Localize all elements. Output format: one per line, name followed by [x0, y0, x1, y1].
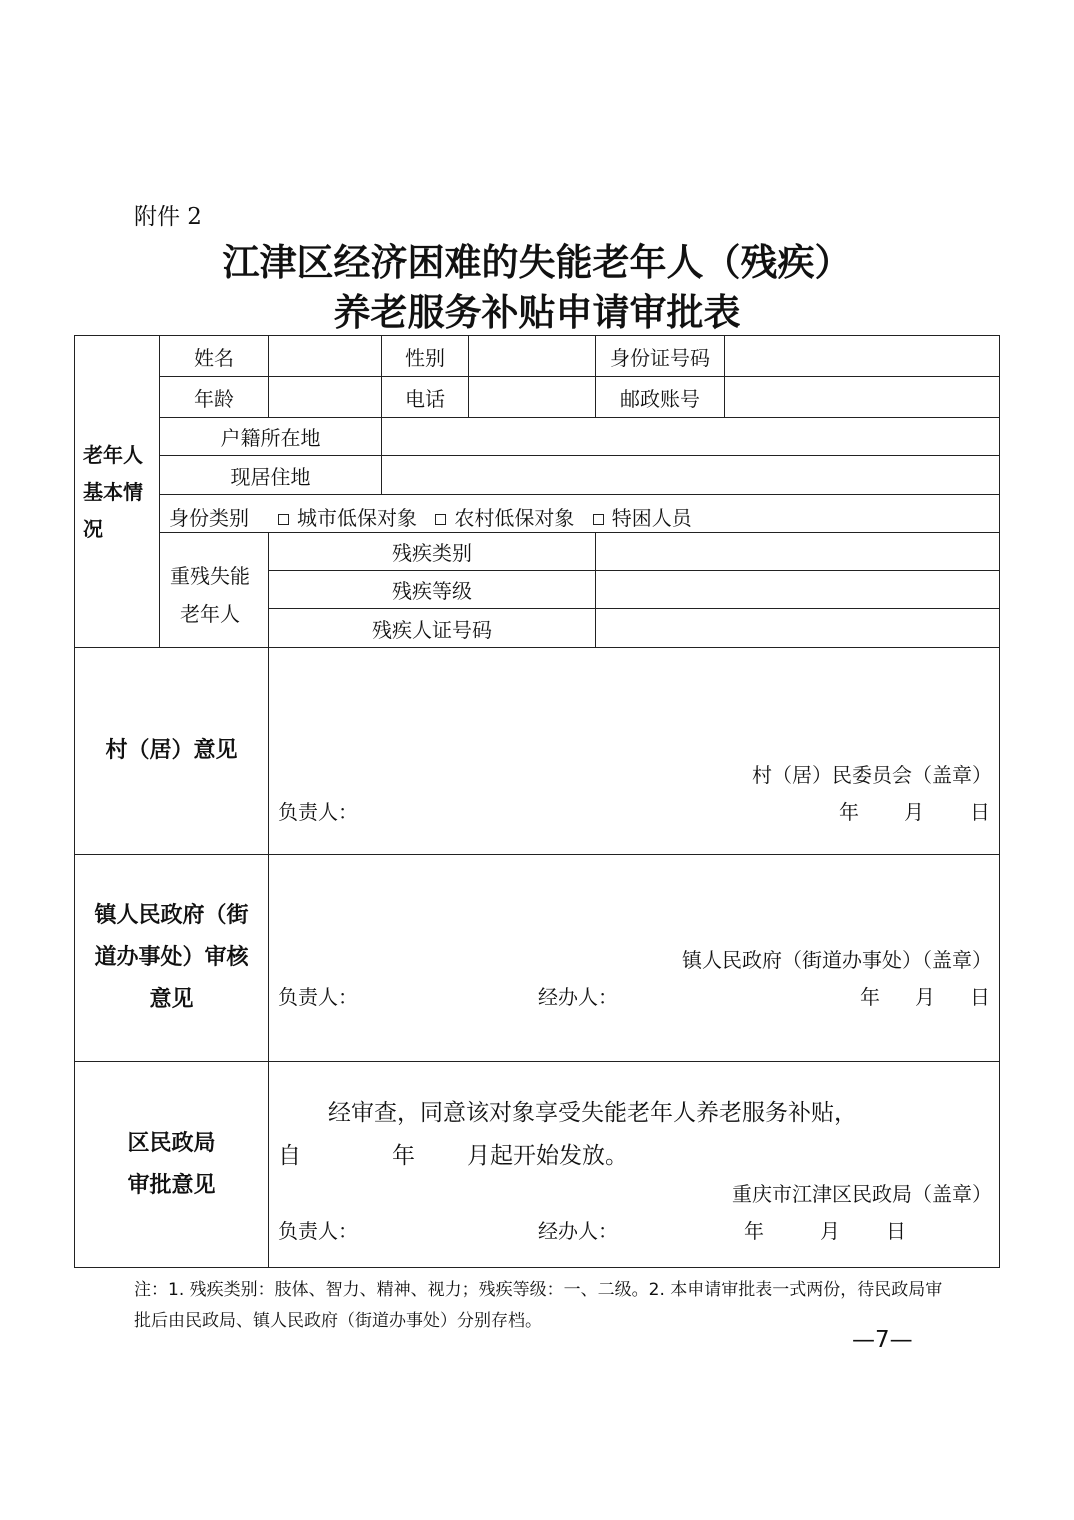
gender-field[interactable] — [469, 336, 595, 376]
district-responsible-label: 负责人： — [278, 1219, 358, 1243]
form-title-line-1: 江津区经济困难的失能老年人（残疾） — [222, 240, 852, 284]
section-label-town-line-3: 意见 — [149, 987, 194, 1012]
section-label-district — [75, 1123, 268, 1207]
disability-cert-field[interactable] — [596, 609, 999, 647]
district-approval-text: 经审查，同意该对象享受失能老年人养老服务补贴， — [328, 1100, 857, 1126]
severe-disabled-label-line-2: 老年人 — [180, 602, 240, 626]
town-stamp: 镇人民政府（街道办事处）（盖章） — [682, 948, 992, 972]
rural-low-income-checkbox[interactable] — [435, 514, 446, 525]
town-handler-label: 经办人： — [538, 985, 618, 1009]
village-opinion-area[interactable] — [269, 648, 999, 748]
district-date-month: 月 — [820, 1219, 840, 1243]
row-line — [159, 494, 1000, 495]
section-line — [74, 1061, 1000, 1062]
town-date-month: 月 — [915, 985, 935, 1009]
town-opinion-area[interactable] — [269, 855, 999, 935]
section-label-town — [75, 895, 268, 1021]
current-residence-label: 现居住地 — [230, 464, 311, 489]
age-label: 年龄 — [194, 386, 234, 411]
identity-options — [266, 502, 692, 531]
application-form-table — [74, 335, 1000, 1268]
urban-low-income-label: 城市低保对象 — [297, 506, 417, 530]
district-year: 年 — [392, 1143, 415, 1169]
attachment-label: 附件 2 — [134, 204, 202, 230]
disability-type-label: 残疾类别 — [392, 541, 472, 565]
town-responsible-label: 负责人： — [278, 985, 358, 1009]
village-stamp: 村（居）民委员会（盖章） — [752, 763, 992, 787]
section-label-basic-info: 老年人基本情况 — [83, 443, 143, 541]
disability-level-field[interactable] — [596, 571, 999, 608]
postal-account-label: 邮政账号 — [620, 386, 700, 411]
district-date-day: 日 — [886, 1219, 906, 1243]
district-month-start: 月起开始发放。 — [467, 1143, 628, 1169]
district-date-year: 年 — [744, 1219, 764, 1243]
village-date-day: 日 — [970, 800, 990, 824]
name-label: 姓名 — [194, 345, 234, 370]
village-responsible-label: 负责人： — [278, 800, 358, 824]
page-number: —7— — [852, 1327, 913, 1353]
section-label-district-line-2: 审批意见 — [127, 1173, 216, 1198]
town-date-year: 年 — [860, 985, 880, 1009]
village-date-month: 月 — [904, 800, 924, 824]
current-residence-field[interactable] — [382, 456, 999, 494]
special-hardship-label: 特困人员 — [611, 506, 692, 530]
disability-type-field[interactable] — [596, 533, 999, 570]
phone-label: 电话 — [405, 386, 445, 411]
village-date-year: 年 — [839, 800, 859, 824]
rural-low-income-label: 农村低保对象 — [454, 506, 575, 530]
household-registration-label: 户籍所在地 — [220, 426, 321, 450]
identity-type-label: 身份类别 — [169, 506, 249, 530]
table-border-bottom — [74, 1267, 1000, 1268]
section-label-town-line-1: 镇人民政府（街 — [94, 903, 249, 928]
form-title-line-2: 养老服务补贴申请审批表 — [333, 290, 741, 334]
district-handler-label: 经办人： — [538, 1219, 618, 1243]
section-label-district-line-1: 区民政局 — [127, 1131, 216, 1156]
disability-cert-label: 残疾人证号码 — [372, 617, 492, 642]
footnote-line-2: 批后由民政局、镇人民政府（街道办事处）分别存档。 — [134, 1311, 542, 1331]
age-field[interactable] — [269, 377, 381, 417]
special-hardship-checkbox[interactable] — [593, 514, 604, 525]
name-field[interactable] — [269, 336, 381, 376]
gender-label: 性别 — [405, 345, 445, 370]
section-label-village: 村（居）意见 — [105, 738, 238, 763]
id-number-label: 身份证号码 — [610, 345, 710, 370]
postal-account-field[interactable] — [725, 377, 999, 417]
disability-level-label: 残疾等级 — [392, 579, 472, 603]
district-from: 自 — [278, 1143, 301, 1169]
town-date-day: 日 — [970, 985, 990, 1009]
urban-low-income-checkbox[interactable] — [278, 514, 289, 525]
phone-field[interactable] — [469, 377, 595, 417]
section-label-town-line-2: 道办事处）审核 — [94, 945, 249, 970]
household-registration-field[interactable] — [382, 418, 999, 455]
district-stamp: 重庆市江津区民政局（盖章） — [732, 1182, 992, 1206]
table-border-right — [999, 335, 1000, 1268]
id-number-field[interactable] — [725, 336, 999, 376]
severe-disabled-label-line-1: 重残失能 — [170, 564, 250, 588]
footnote-line-1: 注：1. 残疾类别：肢体、智力、精神、视力；残疾等级：一、二级。2. 本申请审批表一式两份，待民政局审 — [134, 1280, 943, 1300]
